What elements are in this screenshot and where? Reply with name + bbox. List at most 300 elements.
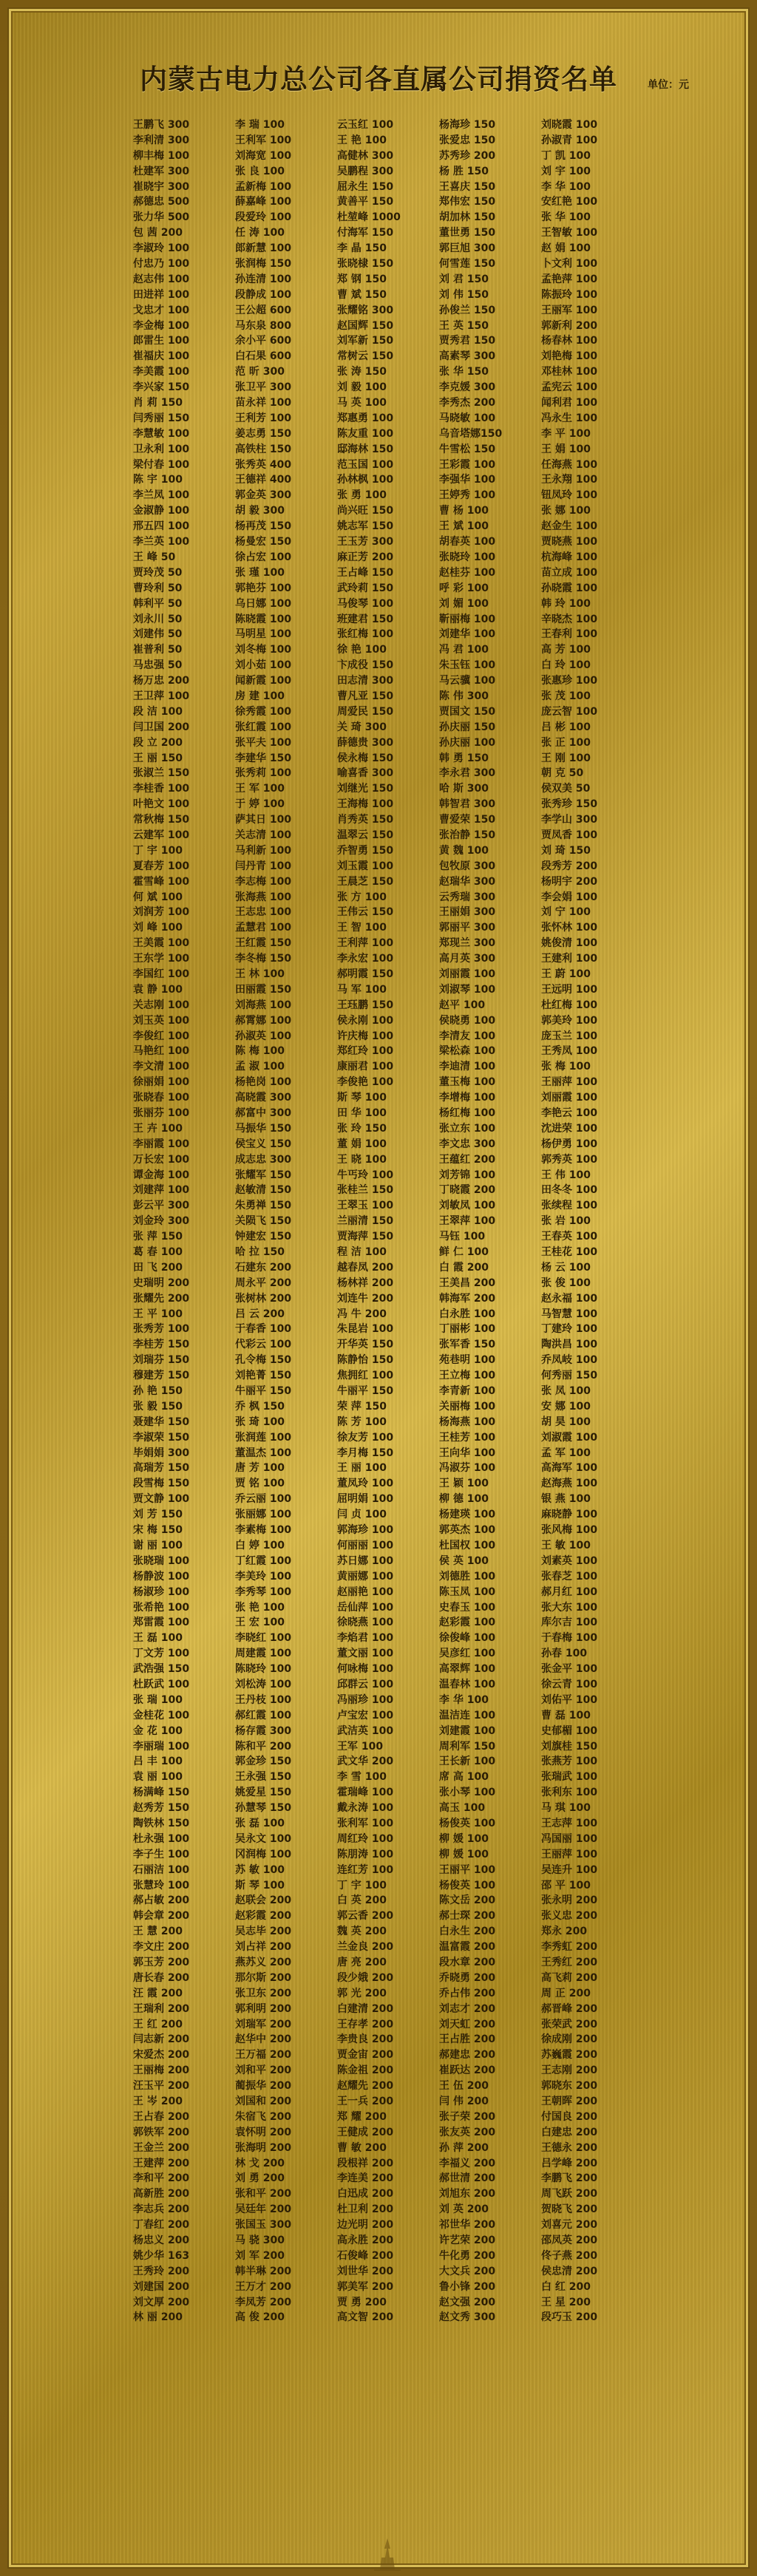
- donor-entry: 薛德贵 300: [337, 736, 394, 749]
- donor-entry: 朝 克 50: [541, 767, 584, 780]
- donor-entry: 曹凡亚 150: [337, 690, 394, 702]
- donor-entry: 刘芳锦 100: [439, 1169, 496, 1181]
- donor-entry: 崔晓宇 300: [133, 180, 190, 193]
- donor-entry: 赵志伟 100: [133, 273, 190, 285]
- donor-entry: 王远明 100: [541, 983, 598, 996]
- donor-entry: 王 卉 100: [133, 1122, 183, 1135]
- donor-entry: 乔占伟 200: [439, 1987, 496, 1999]
- donor-entry: 赵联会 200: [235, 1894, 292, 1907]
- donor-entry: 杨存霞 300: [235, 1724, 292, 1737]
- donor-entry: 王桂芳 100: [439, 1431, 496, 1444]
- donor-entry: 王占峰 150: [337, 566, 394, 579]
- donor-entry: 郝月红 100: [541, 1586, 598, 1598]
- donor-entry: 陈振玲 100: [541, 288, 598, 301]
- donor-entry: 张 瑞 100: [133, 1693, 183, 1706]
- donor-entry: 鲁小锋 200: [439, 2280, 496, 2293]
- donor-entry: 孙林枫 100: [337, 474, 394, 486]
- donor-entry: 曹玲利 50: [133, 582, 183, 594]
- donor-entry: 高飞莉 200: [541, 1971, 598, 1984]
- donor-entry: 吕 云 200: [235, 1308, 285, 1320]
- donor-entry: 王智敏 100: [541, 227, 598, 239]
- donor-entry: 段雪梅 150: [133, 1478, 190, 1490]
- donor-entry: 李志兵 200: [133, 2203, 190, 2216]
- donor-entry: 彭云平 300: [133, 1200, 190, 1212]
- donor-entry: 张 磊 100: [235, 1817, 285, 1829]
- donor-entry: 王海梅 100: [337, 798, 394, 811]
- donor-entry: 王 英 150: [439, 319, 489, 332]
- donor-entry: 郭铁军 200: [133, 2126, 190, 2138]
- donor-entry: 郝霄娜 100: [235, 1014, 292, 1027]
- donor-entry: 张 娜 100: [541, 505, 591, 517]
- donor-entry: 郭秀英 100: [541, 1153, 598, 1166]
- donor-entry: 马云骥 100: [439, 675, 496, 687]
- donor-entry: 郭金英 300: [235, 489, 292, 502]
- donor-entry: 王 娟 100: [541, 443, 591, 455]
- donor-entry: 王万才 200: [235, 2280, 292, 2293]
- donor-entry: 张续程 100: [541, 1200, 598, 1212]
- donor-entry: 黄 魏 100: [439, 844, 489, 857]
- donor-entry: 李和平 200: [133, 2172, 190, 2185]
- donor-entry: 王健成 200: [337, 2126, 394, 2138]
- donor-entry: 刘文厚 200: [133, 2296, 190, 2308]
- donor-entry: 郝世清 200: [439, 2172, 496, 2185]
- donor-entry: 丁丽彬 100: [439, 1323, 496, 1336]
- donor-entry: 郭英杰 100: [439, 1524, 496, 1537]
- donor-entry: 马智慧 100: [541, 1308, 598, 1320]
- donor-entry: 贾国文 150: [439, 705, 496, 718]
- donor-entry: 丁晓霞 200: [439, 1184, 496, 1197]
- donor-entry: 王建利 100: [541, 953, 598, 965]
- donor-entry: 戈忠才 100: [133, 304, 190, 316]
- donor-entry: 杨淑珍 100: [133, 1586, 190, 1598]
- donor-entry: 万长宏 100: [133, 1153, 190, 1166]
- donor-entry: 郭美军 200: [337, 2280, 394, 2293]
- donor-entry: 赵海燕 100: [541, 1478, 598, 1490]
- donor-entry: 刘淑霞 100: [541, 1431, 598, 1444]
- donor-entry: 王秀玲 200: [133, 2265, 190, 2277]
- donor-entry: 刘旭东 200: [439, 2188, 496, 2201]
- donor-entry: 刘玉霞 100: [337, 860, 394, 872]
- donor-entry: 大文兵 200: [439, 2265, 496, 2277]
- donor-entry: 杨建瑛 100: [439, 1509, 496, 1521]
- donor-entry: 孙淑英 100: [235, 1030, 292, 1042]
- donor-entry: 徐友芳 100: [337, 1431, 394, 1444]
- donor-entry: 白永生 200: [439, 1926, 496, 1938]
- donor-entry: 吴彦红 100: [439, 1648, 496, 1660]
- donor-entry: 马俊琴 100: [337, 597, 394, 610]
- donor-entry: 关志刚 100: [133, 999, 190, 1011]
- donor-entry: 王 斌 100: [439, 520, 489, 533]
- donor-entry: 王志刚 200: [541, 2064, 598, 2077]
- donor-entry: 王 岑 200: [133, 2096, 183, 2107]
- donor-entry: 董 娟 100: [337, 1138, 387, 1150]
- donor-entry: 白永胜 100: [439, 1308, 496, 1320]
- donor-entry: 徐晓燕 100: [337, 1617, 394, 1629]
- donor-entry: 杨艳岗 100: [235, 1076, 292, 1089]
- donor-entry: 哈 斯 300: [439, 783, 489, 795]
- donor-entry: 冯 君 100: [439, 644, 489, 656]
- donor-entry: 徐 艳 100: [337, 644, 387, 656]
- donor-entry: 张卫东 200: [235, 1987, 292, 1999]
- donor-entry: 王军 100: [337, 1740, 384, 1753]
- donor-entry: 石建东 200: [235, 1261, 292, 1274]
- donor-entry: 刘丽霞 100: [541, 1092, 598, 1104]
- donor-entry: 银 燕 100: [541, 1493, 591, 1506]
- donor-entry: 张 玲 150: [337, 1122, 387, 1135]
- donor-entry: 杜建军 300: [133, 165, 190, 177]
- donor-entry: 张 方 100: [337, 891, 387, 903]
- donor-entry: 张 梅 100: [541, 1061, 591, 1073]
- donor-entry: 韩智君 300: [439, 798, 496, 811]
- donor-entry: 温洁连 100: [439, 1709, 496, 1722]
- donor-entry: 田 飞 200: [133, 1261, 183, 1274]
- donor-entry: 姜志勇 150: [235, 427, 292, 440]
- donor-entry: 段水章 200: [439, 1956, 496, 1968]
- donor-entry: 孟慧君 100: [235, 922, 292, 934]
- donor-entry: 张军香 150: [439, 1339, 496, 1351]
- donor-entry: 张永明 200: [541, 1894, 598, 1907]
- donor-entry: 马 琪 100: [541, 1802, 591, 1815]
- donor-entry: 王丹枝 100: [235, 1693, 292, 1706]
- donor-entry: 贾金宙 200: [337, 2049, 394, 2062]
- donor-entry: 史春玉 100: [439, 1601, 496, 1614]
- donor-entry: 许艺荣 200: [439, 2235, 496, 2247]
- donor-entry: 王丽平 100: [439, 1863, 496, 1876]
- donor-entry: 张 华 100: [541, 211, 591, 224]
- donor-entry: 孙 萍 200: [439, 2141, 489, 2154]
- donor-entry: 马忠强 50: [133, 659, 183, 672]
- donor-entry: 李增梅 100: [439, 1092, 496, 1104]
- donor-entry: 王翠玉 100: [337, 1200, 394, 1212]
- donor-entry: 刘 峰 100: [133, 922, 183, 934]
- donor-entry: 白建清 200: [337, 2002, 394, 2015]
- donor-entry: 关志清 100: [235, 829, 292, 841]
- donor-entry: 孟 淑 100: [235, 1061, 285, 1073]
- donor-entry: 郝明霞 150: [337, 968, 394, 980]
- donor-entry: 董玉梅 100: [439, 1076, 496, 1089]
- donor-entry: 孙春 100: [541, 1648, 588, 1660]
- donor-entry: 段 洁 100: [133, 705, 183, 718]
- donor-entry: 杜永强 100: [133, 1832, 190, 1845]
- donor-entry: 屈永生 150: [337, 180, 394, 193]
- donor-entry: 谭金海 100: [133, 1169, 190, 1181]
- donor-entry: 杨俊英 100: [439, 1879, 496, 1892]
- donor-entry: 贾 铭 100: [235, 1478, 285, 1490]
- donor-entry: 史瑞明 200: [133, 1277, 190, 1289]
- donor-entry: 赵敏清 150: [235, 1184, 292, 1197]
- donor-entry: 李 雪 100: [337, 1771, 387, 1784]
- donor-entry: 胡春英 100: [439, 536, 496, 548]
- donor-entry: 苑巷明 100: [439, 1354, 496, 1367]
- donor-entry: 孟宪云 100: [541, 381, 598, 394]
- donor-entry: 佟子燕 200: [541, 2249, 598, 2262]
- donor-entry: 李文忠 300: [439, 1138, 496, 1150]
- donor-entry: 张润莲 100: [235, 1431, 292, 1444]
- donor-entry: 周爱民 150: [337, 705, 394, 718]
- donor-entry: 陶铁林 150: [133, 1817, 190, 1829]
- donor-entry: 成志忠 300: [235, 1153, 292, 1166]
- donor-entry: 王卫萍 100: [133, 690, 190, 702]
- donor-entry: 段爱玲 100: [235, 211, 292, 224]
- donor-entry: 李月梅 150: [337, 1447, 394, 1459]
- donor-entry: 陈晓霞 100: [235, 613, 292, 625]
- donor-entry: 张 正 100: [541, 736, 591, 749]
- donor-entry: 杨海燕 100: [439, 1416, 496, 1428]
- donor-entry: 王 蔚 100: [541, 968, 591, 980]
- donor-entry: 李冬梅 150: [235, 953, 292, 965]
- donor-entry: 张立东 100: [439, 1122, 496, 1135]
- donor-entry: 胡 毅 300: [235, 505, 285, 517]
- donor-entry: 郭艳芬 100: [235, 582, 292, 594]
- donor-entry: 孔令梅 150: [235, 1354, 292, 1367]
- donor-entry: 高健林 300: [337, 149, 394, 162]
- donor-entry: 刘建伟 50: [133, 628, 183, 641]
- donor-entry: 吴永文 100: [235, 1832, 292, 1845]
- donor-entry: 郭云香 200: [337, 1910, 394, 1923]
- donor-entry: 王晨芝 150: [337, 875, 394, 888]
- donor-entry: 张友英 200: [439, 2126, 496, 2138]
- donor-entry: 杜跃武 100: [133, 1678, 190, 1690]
- donor-entry: 云建军 100: [133, 829, 190, 841]
- donor-entry: 王 颖 100: [439, 1478, 489, 1490]
- donor-entry: 燕苏义 200: [235, 1956, 292, 1968]
- donor-entry: 刘艳菁 150: [235, 1370, 292, 1382]
- donor-entry: 范 昕 300: [235, 366, 285, 378]
- donor-entry: 丁建玲 100: [541, 1323, 598, 1336]
- donor-entry: 王玉芳 300: [337, 536, 394, 548]
- donor-entry: 安 娜 100: [541, 1400, 591, 1413]
- donor-entry: 高永胜 200: [337, 2235, 394, 2247]
- donor-entry: 刘素英 100: [541, 1554, 598, 1567]
- donor-entry: 张 瑾 100: [235, 566, 285, 579]
- donor-entry: 吴连升 100: [541, 1863, 598, 1876]
- donor-entry: 史郁楣 100: [541, 1724, 598, 1737]
- donor-entry: 陈 宇 100: [133, 474, 183, 486]
- donor-entry: 朱宿飞 200: [235, 2110, 292, 2123]
- donor-entry: 王东学 100: [133, 953, 190, 965]
- donor-entry: 刘占祥 200: [235, 1941, 292, 1954]
- donor-entry: 郎新慧 100: [235, 242, 292, 255]
- donor-entry: 金淑静 100: [133, 505, 190, 517]
- donor-entry: 白石果 600: [235, 350, 292, 363]
- donor-entry: 杨海珍 150: [439, 119, 496, 131]
- donor-entry: 李兰英 100: [133, 536, 190, 548]
- donor-entry: 连红芳 100: [337, 1863, 394, 1876]
- donor-entry: 张树林 200: [235, 1292, 292, 1305]
- donor-entry: 李桂香 100: [133, 783, 190, 795]
- donor-entry: 吴鹏程 300: [337, 165, 394, 177]
- donor-entry: 萨其日 100: [235, 814, 292, 826]
- donor-entry: 肖 莉 150: [133, 397, 183, 409]
- donor-entry: 杨俊英 100: [439, 1817, 496, 1829]
- donor-entry: 高玉 100: [439, 1802, 486, 1815]
- donor-entry: 周 正 200: [541, 1987, 591, 1999]
- donor-entry: 余小平 600: [235, 335, 292, 347]
- donor-entry: 张平夫 100: [235, 736, 292, 749]
- donor-entry: 焦拥红 100: [337, 1370, 394, 1382]
- donor-entry: 王红霞 150: [235, 937, 292, 950]
- donor-entry: 王 平 100: [133, 1308, 183, 1320]
- donor-entry: 卜文利 100: [541, 258, 598, 271]
- donor-entry: 白 英 200: [337, 1894, 387, 1907]
- donor-entry: 王翠萍 100: [439, 1215, 496, 1228]
- donor-entry: 安红艳 100: [541, 196, 598, 208]
- donor-entry: 郭美玲 100: [541, 1014, 598, 1027]
- donor-entry: 白 玲 100: [541, 659, 591, 672]
- donor-entry: 丁文芳 100: [133, 1648, 190, 1660]
- donor-entry: 陈友重 100: [337, 427, 394, 440]
- donor-entry: 丁红霞 100: [235, 1554, 292, 1567]
- donor-entry: 邢五四 100: [133, 520, 190, 533]
- donor-entry: 谢 丽 100: [133, 1539, 183, 1552]
- donor-entry: 李 华 100: [439, 1693, 489, 1706]
- donor-entry: 刘和平 200: [235, 2064, 292, 2077]
- donor-entry: 段根祥 200: [337, 2157, 394, 2169]
- donor-entry: 牛丽平 150: [337, 1385, 394, 1398]
- donor-entry: 杜国权 100: [439, 1539, 496, 1552]
- donor-entry: 侯永梅 150: [337, 752, 394, 764]
- donor-entry: 马利新 100: [235, 844, 292, 857]
- donor-entry: 姚爱星 150: [235, 1787, 292, 1799]
- donor-entry: 韩 玲 100: [541, 597, 591, 610]
- donor-entry: 李福义 200: [439, 2157, 496, 2169]
- donor-entry: 白建忠 200: [541, 2126, 598, 2138]
- donor-entry: 卢宝宏 100: [337, 1709, 394, 1722]
- donor-entry: 徐成刚 200: [541, 2033, 598, 2046]
- donor-entry: 朱玉钰 100: [439, 659, 496, 672]
- donor-entry: 王 敏 100: [541, 1539, 591, 1552]
- donor-entry: 柳 媛 100: [439, 1832, 489, 1845]
- donor-entry: 张 萍 150: [133, 1231, 183, 1243]
- donor-entry: 孙庆丽 100: [439, 736, 496, 749]
- donor-entry: 王 智 100: [337, 922, 387, 934]
- donor-entry: 李桂芳 150: [133, 1339, 190, 1351]
- donor-entry: 李兰凤 100: [133, 489, 190, 502]
- donor-entry: 冯丽珍 100: [337, 1693, 394, 1706]
- donor-entry: 朱昆岩 100: [337, 1323, 394, 1336]
- donor-entry: 张 俊 100: [541, 1277, 591, 1289]
- donor-entry: 王婷秀 100: [439, 489, 496, 502]
- donor-entry: 胡 昊 100: [541, 1416, 591, 1428]
- donor-entry: 高月英 300: [439, 953, 496, 965]
- donor-entry: 李秀虹 200: [541, 1941, 598, 1954]
- donor-entry: 王占春 200: [133, 2110, 190, 2123]
- donor-entry: 田丽霞 150: [235, 983, 292, 996]
- donor-entry: 高 芳 100: [541, 644, 591, 656]
- donor-entry: 刘连牛 200: [337, 1292, 394, 1305]
- donor-entry: 岳仙萍 100: [337, 1601, 394, 1614]
- donor-entry: 温翠云 150: [337, 829, 394, 841]
- donor-entry: 郑现兰 300: [439, 937, 496, 950]
- donor-entry: 魏 英 200: [337, 1926, 387, 1938]
- donor-entry: 张晓棣 150: [337, 258, 394, 271]
- donor-entry: 刘 伟 150: [439, 288, 489, 301]
- donor-entry: 祁世华 200: [439, 2219, 496, 2232]
- donor-entry: 刘晓霞 100: [541, 119, 598, 131]
- donor-entry: 王 丽 150: [133, 752, 183, 764]
- donor-entry: 贾晓燕 100: [541, 536, 598, 548]
- donor-entry: 段静成 100: [235, 288, 292, 301]
- donor-entry: 武洁英 100: [337, 1724, 394, 1737]
- donor-entry: 尚兴旺 150: [337, 505, 394, 517]
- donor-entry: 牛丽平 150: [235, 1385, 292, 1398]
- donor-entry: 孙淑青 100: [541, 134, 598, 146]
- donor-entry: 姚志军 150: [337, 520, 394, 533]
- donor-entry: 王春利 100: [541, 628, 598, 641]
- donor-entry: 刘瑞芬 150: [133, 1354, 190, 1367]
- donor-entry: 徐丽娟 100: [133, 1076, 190, 1089]
- donor-entry: 刘艳梅 100: [541, 350, 598, 363]
- donor-entry: 董凤玲 100: [337, 1478, 394, 1490]
- donor-entry: 牛雪松 150: [439, 443, 496, 455]
- donor-entry: 贾玲茂 50: [133, 566, 183, 579]
- donor-entry: 白 红 200: [541, 2280, 591, 2293]
- donor-entry: 康丽君 100: [337, 1061, 394, 1073]
- donor-entry: 王长新 100: [439, 1756, 496, 1768]
- donor-entry: 王 艳 100: [337, 134, 387, 146]
- donor-entry: 周永平 200: [235, 1277, 292, 1289]
- donor-entry: 崔普利 50: [133, 644, 183, 656]
- donor-entry: 王鹏飞 300: [133, 119, 190, 131]
- donor-entry: 王公超 600: [235, 304, 292, 316]
- donor-entry: 袁怀明 200: [235, 2126, 292, 2138]
- donor-entry: 韩利平 50: [133, 597, 183, 610]
- donor-entry: 张利东 100: [541, 1787, 598, 1799]
- donor-entry: 张惠珍 100: [541, 675, 598, 687]
- donor-entry: 麻晓静 100: [541, 1509, 598, 1521]
- donor-entry: 任 涛 100: [235, 227, 285, 239]
- donor-entry: 李美玲 100: [235, 1570, 292, 1583]
- donor-entry: 杜红梅 100: [541, 999, 598, 1011]
- donor-entry: 韩会章 200: [133, 1910, 190, 1923]
- donor-entry: 孙连清 100: [235, 273, 292, 285]
- donor-entry: 张桂兰 150: [337, 1184, 394, 1197]
- donor-entry: 兰丽清 150: [337, 1215, 394, 1228]
- donor-entry: 王 刚 100: [541, 752, 591, 764]
- donor-entry: 姚俊清 100: [541, 937, 598, 950]
- donor-entry: 张治静 150: [439, 829, 496, 841]
- donor-entry: 叶艳文 100: [133, 798, 190, 811]
- donor-entry: 刘丽霞 100: [439, 968, 496, 980]
- donor-entry: 张大东 100: [541, 1601, 598, 1614]
- donor-entry: 孙 艳 150: [133, 1385, 183, 1398]
- donor-entry: 闫志新 200: [133, 2033, 190, 2046]
- donor-entry: 唐 亮 200: [337, 1956, 387, 1968]
- donor-entry: 何 斌 100: [133, 891, 183, 903]
- donor-entry: 李艳云 100: [541, 1107, 598, 1119]
- donor-entry: 李利清 300: [133, 134, 190, 146]
- donor-entry: 张小琴 100: [439, 1787, 496, 1799]
- donor-entry: 唐长春 200: [133, 1971, 190, 1984]
- donor-entry: 许庆梅 100: [337, 1030, 394, 1042]
- donor-entry: 刘建霞 100: [439, 1724, 496, 1737]
- donor-entry: 乌日娜 100: [235, 597, 292, 610]
- donor-entry: 王 磊 100: [133, 1632, 183, 1645]
- donor-entry: 梁松森 100: [439, 1045, 496, 1058]
- donor-entry: 刘 芳 150: [133, 1509, 183, 1521]
- donor-entry: 乔晓勇 200: [439, 1971, 496, 1984]
- donor-entry: 李 平 100: [541, 427, 591, 440]
- donor-entry: 张 华 150: [439, 366, 489, 378]
- donor-entry: 王德祥 400: [235, 474, 292, 486]
- donor-entry: 李俊红 100: [133, 1030, 190, 1042]
- donor-entry: 常树云 150: [337, 350, 394, 363]
- donor-entry: 赵秀芳 150: [133, 1802, 190, 1815]
- donor-entry: 吴志毕 200: [235, 1926, 292, 1938]
- donor-entry: 刘松涛 100: [235, 1678, 292, 1690]
- donor-entry: 郎雷生 100: [133, 335, 190, 347]
- donor-entry: 牛化勇 200: [439, 2249, 496, 2262]
